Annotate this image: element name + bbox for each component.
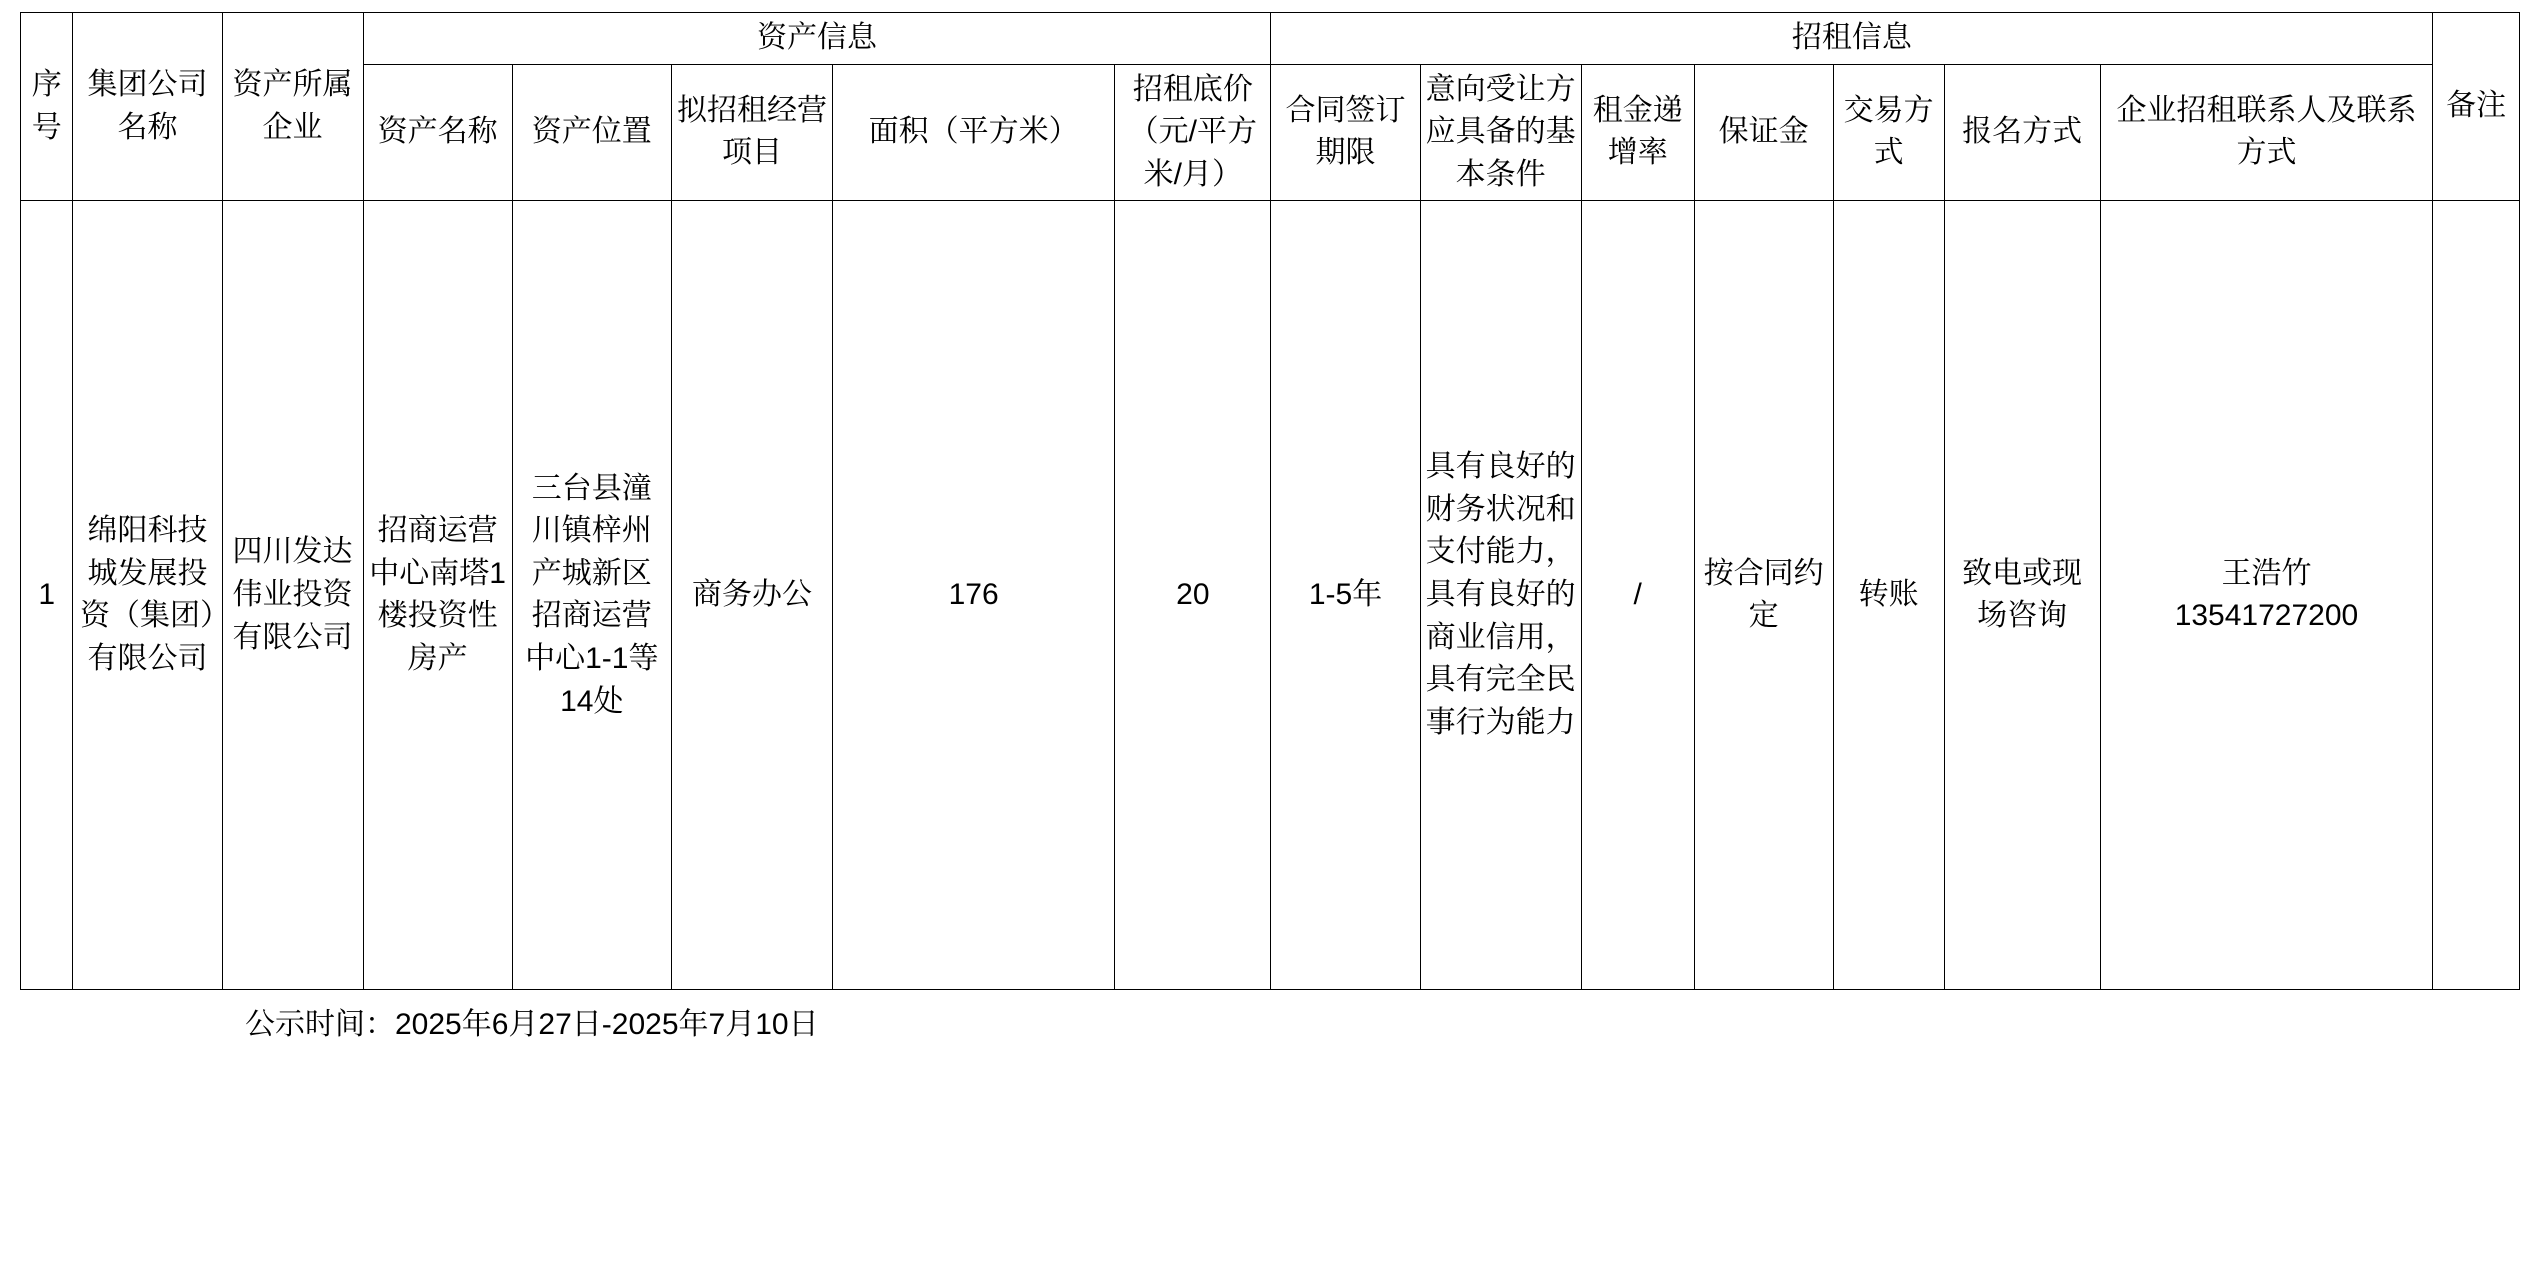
column-header-seq: 序号 xyxy=(21,13,73,201)
asset-lease-table xyxy=(20,12,2520,990)
cell-seq: 1 xyxy=(21,201,73,990)
column-header-term: 合同签订期限 xyxy=(1271,64,1420,201)
cell-price: 20 xyxy=(1115,201,1271,990)
column-header-owner: 资产所属企业 xyxy=(222,13,363,201)
cell-term: 1-5年 xyxy=(1271,201,1420,990)
column-header-group-company: 集团公司名称 xyxy=(73,13,222,201)
cell-owner: 四川发达伟业投资有限公司 xyxy=(222,201,363,990)
column-header-asset-location: 资产位置 xyxy=(512,64,671,201)
column-header-conditions: 意向受让方应具备的基本条件 xyxy=(1420,64,1581,201)
column-header-price: 招租底价（元/平方米/月） xyxy=(1115,64,1271,201)
column-header-apply: 报名方式 xyxy=(1944,64,2100,201)
group-header-lease-info: 招租信息 xyxy=(1271,13,2433,65)
publication-period-notice: 公示时间：2025年6月27日-2025年7月10日 xyxy=(245,1008,819,1042)
cell-contact xyxy=(2100,201,2433,990)
cell-remark xyxy=(2433,201,2520,990)
table-header xyxy=(21,13,2520,201)
cell-increase: / xyxy=(1581,201,1694,990)
column-header-project: 拟招租经营项目 xyxy=(671,64,832,201)
column-header-increase: 租金递增率 xyxy=(1581,64,1694,201)
table-body xyxy=(21,201,2520,990)
column-header-asset-name: 资产名称 xyxy=(363,64,512,201)
column-header-area: 面积（平方米） xyxy=(833,64,1115,201)
cell-area: 176 xyxy=(833,201,1115,990)
cell-trade: 转账 xyxy=(1833,201,1944,990)
cell-apply: 致电或现场咨询 xyxy=(1944,201,2100,990)
cell-deposit: 按合同约定 xyxy=(1694,201,1833,990)
contact-person-name: 王浩竹 xyxy=(2221,556,2312,590)
column-header-remark: 备注 xyxy=(2433,13,2520,201)
column-header-contact: 企业招租联系人及联系方式 xyxy=(2100,64,2433,201)
column-header-deposit: 保证金 xyxy=(1694,64,1833,201)
group-header-asset-info: 资产信息 xyxy=(363,13,1271,65)
cell-group-company: 绵阳科技城发展投资（集团）有限公司 xyxy=(73,201,222,990)
cell-asset-name: 招商运营中心南塔1楼投资性房产 xyxy=(363,201,512,990)
cell-project: 商务办公 xyxy=(671,201,832,990)
contact-phone-number: 13541727200 xyxy=(2174,599,2359,633)
table-header-sub-row xyxy=(21,64,2520,201)
cell-asset-location: 三台县潼川镇梓州产城新区招商运营中心1-1等14处 xyxy=(512,201,671,990)
table-row xyxy=(21,201,2520,990)
cell-conditions: 具有良好的财务状况和支付能力，具有良好的商业信用，具有完全民事行为能力 xyxy=(1420,201,1581,990)
table-header-group-row xyxy=(21,13,2520,65)
column-header-trade: 交易方式 xyxy=(1833,64,1944,201)
